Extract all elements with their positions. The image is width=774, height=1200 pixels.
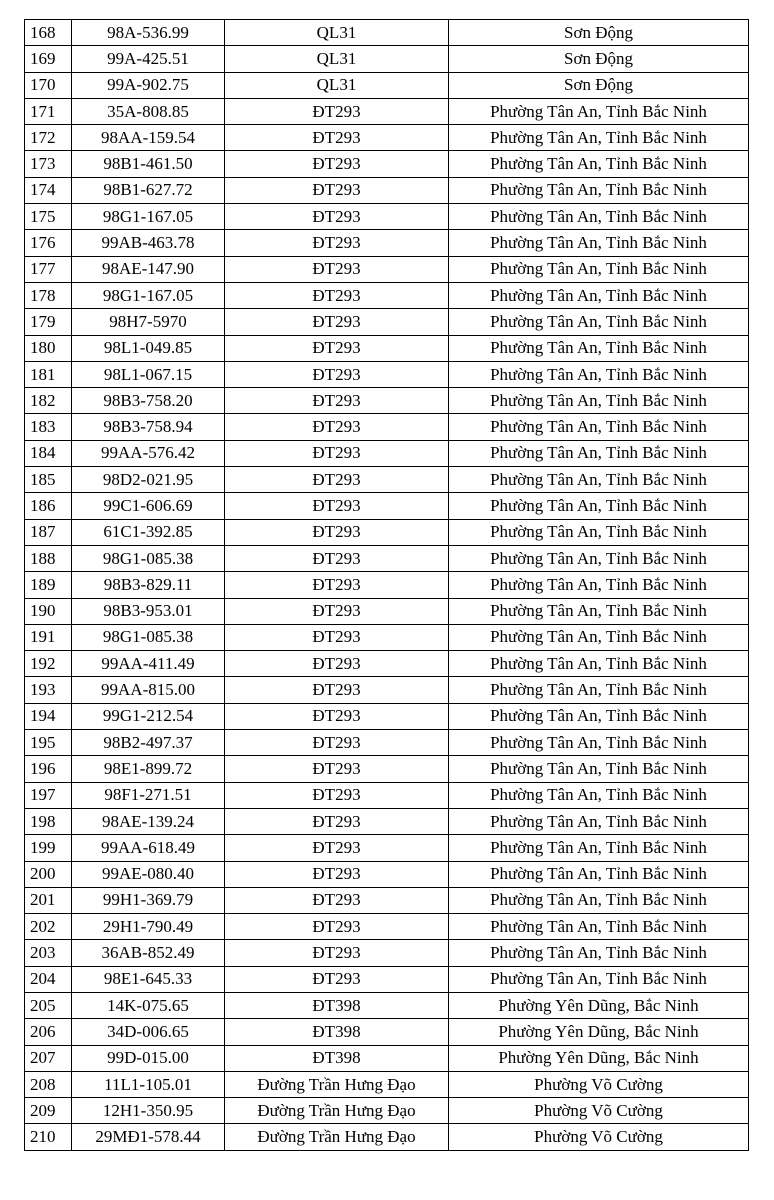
location-cell: Phường Tân An, Tỉnh Bắc Ninh [449, 756, 749, 782]
row-number-cell: 193 [25, 677, 72, 703]
table-row [25, 335, 749, 361]
table-row [25, 1098, 749, 1124]
road-cell: ĐT293 [225, 256, 449, 282]
road-cell: ĐT293 [225, 151, 449, 177]
table-row [25, 467, 749, 493]
road-cell: ĐT293 [225, 335, 449, 361]
table-row [25, 861, 749, 887]
location-cell: Phường Võ Cường [449, 1098, 749, 1124]
license-plate-cell: 98F1-271.51 [72, 782, 225, 808]
row-number-cell: 196 [25, 756, 72, 782]
license-plate-cell: 98L1-049.85 [72, 335, 225, 361]
license-plate-cell: 99AA-815.00 [72, 677, 225, 703]
row-number-cell: 174 [25, 177, 72, 203]
license-plate-cell: 98H7-5970 [72, 309, 225, 335]
license-plate-cell: 98D2-021.95 [72, 467, 225, 493]
road-cell: ĐT293 [225, 914, 449, 940]
license-plate-cell: 99AA-618.49 [72, 835, 225, 861]
table-row [25, 966, 749, 992]
table-row [25, 125, 749, 151]
road-cell: ĐT398 [225, 1019, 449, 1045]
license-plate-cell: 35A-808.85 [72, 98, 225, 124]
table-body [25, 20, 749, 1151]
table-row [25, 388, 749, 414]
location-cell: Phường Tân An, Tỉnh Bắc Ninh [449, 861, 749, 887]
location-cell: Phường Yên Dũng, Bắc Ninh [449, 1045, 749, 1071]
location-cell: Phường Tân An, Tỉnh Bắc Ninh [449, 282, 749, 308]
table-row [25, 703, 749, 729]
table-row [25, 72, 749, 98]
location-cell: Phường Tân An, Tỉnh Bắc Ninh [449, 572, 749, 598]
row-number-cell: 183 [25, 414, 72, 440]
road-cell: ĐT293 [225, 861, 449, 887]
row-number-cell: 189 [25, 572, 72, 598]
location-cell: Phường Tân An, Tỉnh Bắc Ninh [449, 388, 749, 414]
road-cell: ĐT293 [225, 440, 449, 466]
table-row [25, 440, 749, 466]
road-cell: ĐT293 [225, 493, 449, 519]
location-cell: Phường Tân An, Tỉnh Bắc Ninh [449, 703, 749, 729]
license-plate-cell: 98B1-627.72 [72, 177, 225, 203]
row-number-cell: 194 [25, 703, 72, 729]
table-row [25, 1124, 749, 1150]
road-cell: ĐT293 [225, 730, 449, 756]
location-cell: Phường Tân An, Tỉnh Bắc Ninh [449, 151, 749, 177]
table-row [25, 992, 749, 1018]
license-plate-cell: 99G1-212.54 [72, 703, 225, 729]
table-row [25, 730, 749, 756]
license-plate-cell: 99AA-411.49 [72, 651, 225, 677]
road-cell: ĐT398 [225, 992, 449, 1018]
location-cell: Phường Tân An, Tỉnh Bắc Ninh [449, 467, 749, 493]
row-number-cell: 180 [25, 335, 72, 361]
location-cell: Sơn Động [449, 46, 749, 72]
license-plate-cell: 99H1-369.79 [72, 887, 225, 913]
license-plate-cell: 99AB-463.78 [72, 230, 225, 256]
location-cell: Phường Tân An, Tỉnh Bắc Ninh [449, 256, 749, 282]
location-cell: Phường Tân An, Tỉnh Bắc Ninh [449, 730, 749, 756]
license-plate-cell: 98G1-085.38 [72, 545, 225, 571]
row-number-cell: 205 [25, 992, 72, 1018]
location-cell: Phường Tân An, Tỉnh Bắc Ninh [449, 940, 749, 966]
table-row [25, 782, 749, 808]
location-cell: Phường Tân An, Tỉnh Bắc Ninh [449, 125, 749, 151]
license-plate-cell: 98A-536.99 [72, 20, 225, 46]
road-cell: QL31 [225, 72, 449, 98]
license-plate-cell: 61C1-392.85 [72, 519, 225, 545]
location-cell: Phường Tân An, Tỉnh Bắc Ninh [449, 887, 749, 913]
location-cell: Phường Yên Dũng, Bắc Ninh [449, 1019, 749, 1045]
license-plate-cell: 98L1-067.15 [72, 361, 225, 387]
row-number-cell: 176 [25, 230, 72, 256]
road-cell: ĐT293 [225, 887, 449, 913]
road-cell: ĐT293 [225, 966, 449, 992]
license-plate-cell: 99C1-606.69 [72, 493, 225, 519]
location-cell: Phường Tân An, Tỉnh Bắc Ninh [449, 440, 749, 466]
table-row [25, 1045, 749, 1071]
table-row [25, 98, 749, 124]
location-cell: Phường Tân An, Tỉnh Bắc Ninh [449, 98, 749, 124]
row-number-cell: 177 [25, 256, 72, 282]
row-number-cell: 199 [25, 835, 72, 861]
table-row [25, 151, 749, 177]
road-cell: ĐT293 [225, 651, 449, 677]
road-cell: ĐT293 [225, 835, 449, 861]
row-number-cell: 206 [25, 1019, 72, 1045]
row-number-cell: 184 [25, 440, 72, 466]
road-cell: ĐT293 [225, 388, 449, 414]
license-plate-cell: 98E1-645.33 [72, 966, 225, 992]
location-cell: Phường Tân An, Tỉnh Bắc Ninh [449, 519, 749, 545]
road-cell: ĐT293 [225, 598, 449, 624]
road-cell: Đường Trần Hưng Đạo [225, 1124, 449, 1150]
road-cell: ĐT293 [225, 677, 449, 703]
license-plate-cell: 98B2-497.37 [72, 730, 225, 756]
road-cell: ĐT293 [225, 703, 449, 729]
table-row [25, 887, 749, 913]
road-cell: QL31 [225, 20, 449, 46]
table-row [25, 624, 749, 650]
road-cell: ĐT293 [225, 756, 449, 782]
license-plate-cell: 98AE-139.24 [72, 808, 225, 834]
location-cell: Sơn Động [449, 72, 749, 98]
license-plate-cell: 36AB-852.49 [72, 940, 225, 966]
table-row [25, 835, 749, 861]
license-plate-cell: 99AE-080.40 [72, 861, 225, 887]
location-cell: Phường Tân An, Tỉnh Bắc Ninh [449, 677, 749, 703]
road-cell: ĐT293 [225, 782, 449, 808]
row-number-cell: 208 [25, 1071, 72, 1097]
table-row [25, 177, 749, 203]
license-plate-cell: 98G1-085.38 [72, 624, 225, 650]
location-cell: Phường Tân An, Tỉnh Bắc Ninh [449, 204, 749, 230]
row-number-cell: 192 [25, 651, 72, 677]
table-row [25, 256, 749, 282]
location-cell: Phường Tân An, Tỉnh Bắc Ninh [449, 914, 749, 940]
location-cell: Phường Võ Cường [449, 1071, 749, 1097]
table-row [25, 309, 749, 335]
row-number-cell: 182 [25, 388, 72, 414]
table-row [25, 20, 749, 46]
row-number-cell: 200 [25, 861, 72, 887]
license-plate-cell: 98B1-461.50 [72, 151, 225, 177]
license-plate-cell: 12H1-350.95 [72, 1098, 225, 1124]
location-cell: Phường Tân An, Tỉnh Bắc Ninh [449, 414, 749, 440]
table-row [25, 756, 749, 782]
license-plate-cell: 99D-015.00 [72, 1045, 225, 1071]
license-plate-cell: 98B3-953.01 [72, 598, 225, 624]
license-plate-cell: 29H1-790.49 [72, 914, 225, 940]
license-plate-cell: 99A-902.75 [72, 72, 225, 98]
table-row [25, 282, 749, 308]
location-cell: Phường Yên Dũng, Bắc Ninh [449, 992, 749, 1018]
license-plate-cell: 34D-006.65 [72, 1019, 225, 1045]
row-number-cell: 172 [25, 125, 72, 151]
road-cell: ĐT293 [225, 230, 449, 256]
table-row [25, 204, 749, 230]
road-cell: ĐT293 [225, 282, 449, 308]
row-number-cell: 179 [25, 309, 72, 335]
license-plate-cell: 98B3-829.11 [72, 572, 225, 598]
row-number-cell: 168 [25, 20, 72, 46]
road-cell: ĐT293 [225, 177, 449, 203]
row-number-cell: 185 [25, 467, 72, 493]
location-cell: Phường Tân An, Tỉnh Bắc Ninh [449, 624, 749, 650]
location-cell: Phường Võ Cường [449, 1124, 749, 1150]
table-row [25, 545, 749, 571]
location-cell: Phường Tân An, Tỉnh Bắc Ninh [449, 177, 749, 203]
row-number-cell: 201 [25, 887, 72, 913]
license-plate-cell: 99A-425.51 [72, 46, 225, 72]
row-number-cell: 204 [25, 966, 72, 992]
table-row [25, 572, 749, 598]
license-plate-cell: 14K-075.65 [72, 992, 225, 1018]
license-plate-cell: 98AA-159.54 [72, 125, 225, 151]
table-row [25, 361, 749, 387]
road-cell: ĐT293 [225, 808, 449, 834]
violations-table [24, 19, 749, 1151]
row-number-cell: 191 [25, 624, 72, 650]
row-number-cell: 178 [25, 282, 72, 308]
road-cell: ĐT293 [225, 204, 449, 230]
location-cell: Phường Tân An, Tỉnh Bắc Ninh [449, 361, 749, 387]
license-plate-cell: 98G1-167.05 [72, 204, 225, 230]
table-row [25, 914, 749, 940]
table-row [25, 1019, 749, 1045]
row-number-cell: 188 [25, 545, 72, 571]
license-plate-cell: 98B3-758.20 [72, 388, 225, 414]
road-cell: ĐT293 [225, 98, 449, 124]
road-cell: ĐT293 [225, 309, 449, 335]
table-row [25, 598, 749, 624]
table-row [25, 808, 749, 834]
location-cell: Phường Tân An, Tỉnh Bắc Ninh [449, 545, 749, 571]
row-number-cell: 169 [25, 46, 72, 72]
location-cell: Phường Tân An, Tỉnh Bắc Ninh [449, 598, 749, 624]
road-cell: Đường Trần Hưng Đạo [225, 1098, 449, 1124]
license-plate-cell: 11L1-105.01 [72, 1071, 225, 1097]
row-number-cell: 173 [25, 151, 72, 177]
row-number-cell: 175 [25, 204, 72, 230]
location-cell: Phường Tân An, Tỉnh Bắc Ninh [449, 493, 749, 519]
location-cell: Phường Tân An, Tỉnh Bắc Ninh [449, 966, 749, 992]
license-plate-cell: 98AE-147.90 [72, 256, 225, 282]
road-cell: ĐT293 [225, 572, 449, 598]
row-number-cell: 207 [25, 1045, 72, 1071]
row-number-cell: 186 [25, 493, 72, 519]
row-number-cell: 210 [25, 1124, 72, 1150]
table-row [25, 1071, 749, 1097]
road-cell: ĐT293 [225, 624, 449, 650]
table-row [25, 493, 749, 519]
row-number-cell: 170 [25, 72, 72, 98]
table-row [25, 940, 749, 966]
license-plate-cell: 29MĐ1-578.44 [72, 1124, 225, 1150]
row-number-cell: 195 [25, 730, 72, 756]
row-number-cell: 197 [25, 782, 72, 808]
row-number-cell: 209 [25, 1098, 72, 1124]
location-cell: Phường Tân An, Tỉnh Bắc Ninh [449, 835, 749, 861]
road-cell: ĐT293 [225, 414, 449, 440]
table-row [25, 519, 749, 545]
road-cell: ĐT293 [225, 361, 449, 387]
location-cell: Phường Tân An, Tỉnh Bắc Ninh [449, 335, 749, 361]
location-cell: Phường Tân An, Tỉnh Bắc Ninh [449, 309, 749, 335]
location-cell: Phường Tân An, Tỉnh Bắc Ninh [449, 230, 749, 256]
row-number-cell: 203 [25, 940, 72, 966]
location-cell: Phường Tân An, Tỉnh Bắc Ninh [449, 808, 749, 834]
license-plate-cell: 99AA-576.42 [72, 440, 225, 466]
road-cell: ĐT293 [225, 940, 449, 966]
location-cell: Sơn Động [449, 20, 749, 46]
road-cell: ĐT293 [225, 467, 449, 493]
road-cell: ĐT293 [225, 519, 449, 545]
table-row [25, 230, 749, 256]
row-number-cell: 181 [25, 361, 72, 387]
row-number-cell: 198 [25, 808, 72, 834]
table-row [25, 677, 749, 703]
road-cell: ĐT293 [225, 545, 449, 571]
table-row [25, 414, 749, 440]
row-number-cell: 190 [25, 598, 72, 624]
row-number-cell: 187 [25, 519, 72, 545]
table-row [25, 651, 749, 677]
road-cell: ĐT293 [225, 125, 449, 151]
row-number-cell: 202 [25, 914, 72, 940]
location-cell: Phường Tân An, Tỉnh Bắc Ninh [449, 651, 749, 677]
license-plate-cell: 98G1-167.05 [72, 282, 225, 308]
license-plate-cell: 98E1-899.72 [72, 756, 225, 782]
road-cell: Đường Trần Hưng Đạo [225, 1071, 449, 1097]
location-cell: Phường Tân An, Tỉnh Bắc Ninh [449, 782, 749, 808]
road-cell: ĐT398 [225, 1045, 449, 1071]
license-plate-cell: 98B3-758.94 [72, 414, 225, 440]
table-row [25, 46, 749, 72]
road-cell: QL31 [225, 46, 449, 72]
row-number-cell: 171 [25, 98, 72, 124]
